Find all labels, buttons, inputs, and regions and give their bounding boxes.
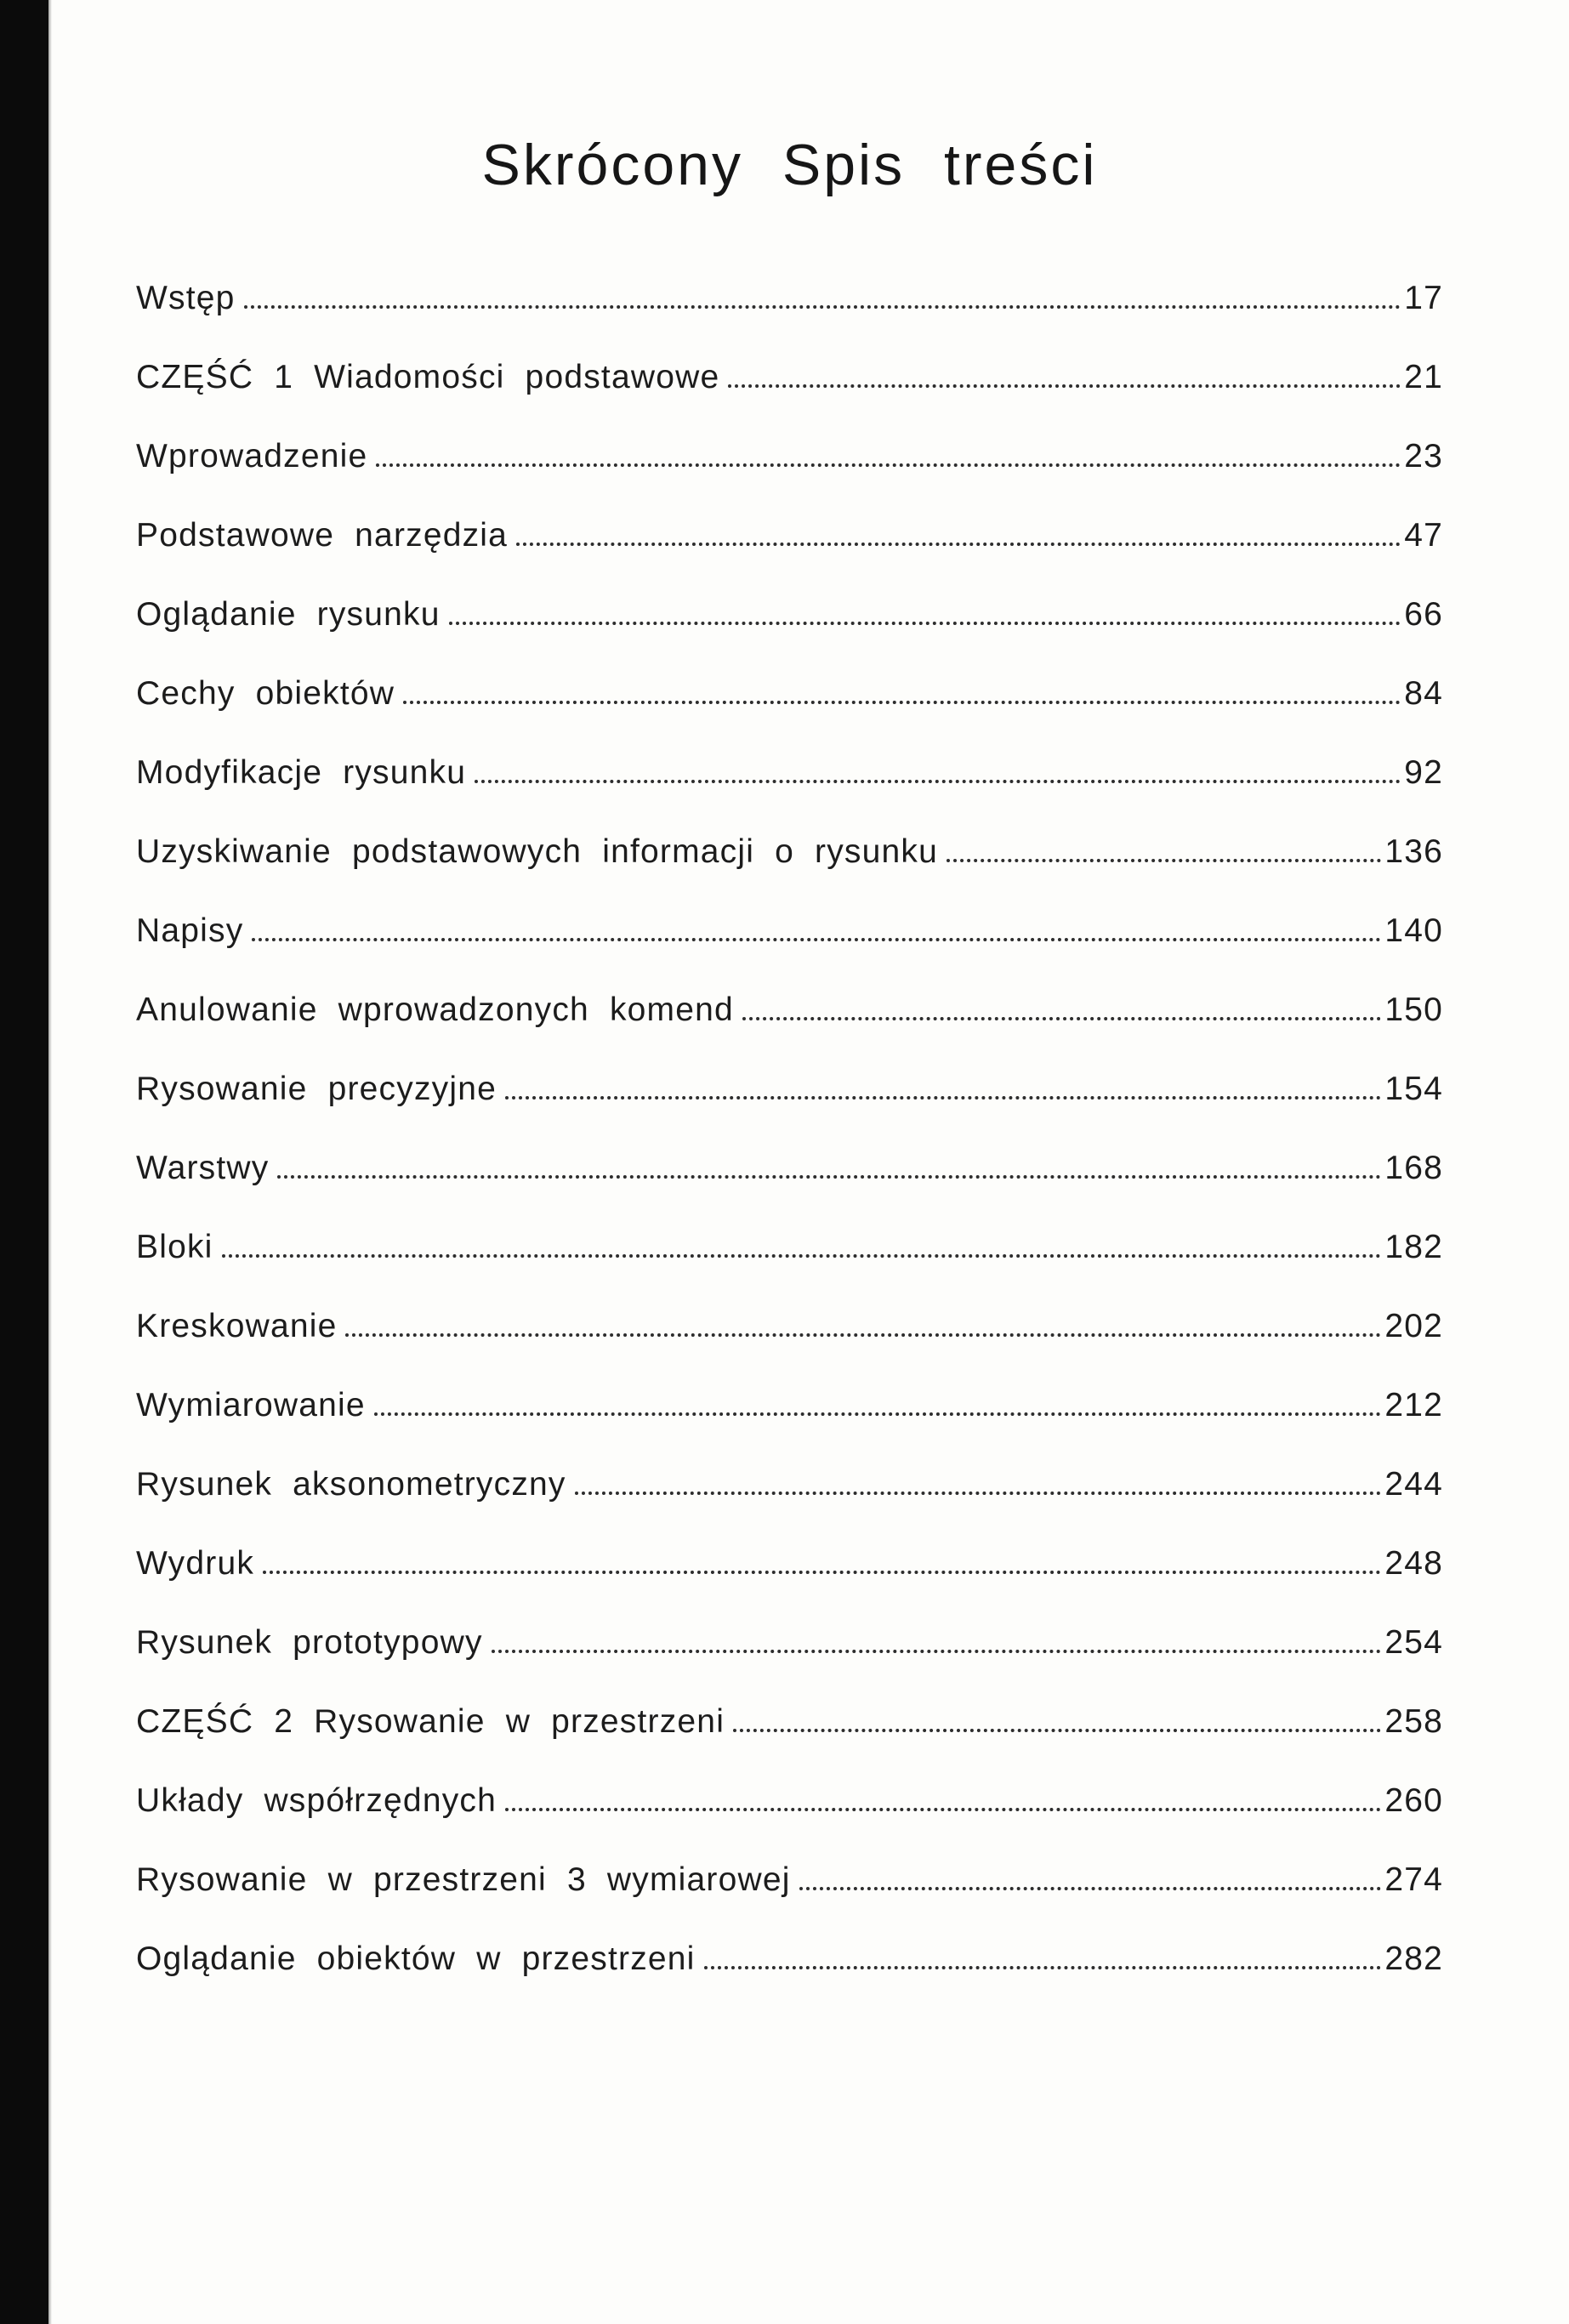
toc-list bbox=[136, 281, 1443, 1976]
toc-entry bbox=[136, 1151, 1443, 1185]
toc-entry-label: Wstęp bbox=[136, 280, 236, 316]
dot-leader bbox=[475, 780, 1401, 783]
toc-entry-page: 260 bbox=[1384, 1782, 1443, 1819]
toc-entry-page: 84 bbox=[1404, 675, 1443, 712]
dot-leader bbox=[252, 938, 1381, 941]
scan-artifact-bar bbox=[0, 0, 48, 2324]
toc-page bbox=[136, 132, 1443, 1976]
dot-leader bbox=[222, 1254, 1382, 1258]
toc-entry-label: Cechy obiektów bbox=[136, 675, 395, 712]
dot-leader bbox=[403, 701, 1401, 704]
toc-entry-page: 154 bbox=[1384, 1071, 1443, 1107]
toc-entry-label: Napisy bbox=[136, 912, 244, 949]
dot-leader bbox=[742, 1017, 1381, 1020]
toc-entry-page: 282 bbox=[1384, 1940, 1443, 1977]
toc-entry-page: 248 bbox=[1384, 1545, 1443, 1582]
toc-entry-page: 244 bbox=[1384, 1466, 1443, 1503]
toc-entry bbox=[136, 1863, 1443, 1897]
toc-entry-page: 182 bbox=[1384, 1229, 1443, 1265]
dot-leader bbox=[244, 305, 1401, 309]
toc-entry bbox=[136, 519, 1443, 553]
toc-entry-page: 66 bbox=[1404, 596, 1443, 633]
dot-leader bbox=[516, 543, 1401, 546]
dot-leader bbox=[575, 1492, 1382, 1495]
toc-entry bbox=[136, 1547, 1443, 1581]
toc-entry-page: 212 bbox=[1384, 1387, 1443, 1423]
dot-leader bbox=[947, 859, 1381, 862]
toc-entry bbox=[136, 1784, 1443, 1818]
toc-entry bbox=[136, 1072, 1443, 1106]
toc-entry-label: Rysowanie precyzyjne bbox=[136, 1071, 497, 1107]
toc-entry-label: Anulowanie wprowadzonych komend bbox=[136, 992, 734, 1028]
toc-entry-label: Rysunek prototypowy bbox=[136, 1624, 483, 1661]
toc-entry bbox=[136, 1468, 1443, 1502]
dot-leader bbox=[449, 622, 1401, 625]
toc-entry-page: 150 bbox=[1384, 992, 1443, 1028]
toc-entry-page: 92 bbox=[1404, 754, 1443, 791]
toc-entry-page: 140 bbox=[1384, 912, 1443, 949]
toc-entry bbox=[136, 1230, 1443, 1264]
dot-leader bbox=[263, 1571, 1381, 1574]
toc-entry-label: Wymiarowanie bbox=[136, 1387, 366, 1423]
toc-entry bbox=[136, 756, 1443, 790]
toc-entry-page: 47 bbox=[1404, 517, 1443, 554]
toc-entry-page: 258 bbox=[1384, 1703, 1443, 1740]
dot-leader bbox=[728, 384, 1401, 388]
toc-entry bbox=[136, 440, 1443, 474]
toc-entry-page: 254 bbox=[1384, 1624, 1443, 1661]
toc-entry-label: Układy współrzędnych bbox=[136, 1782, 497, 1819]
toc-entry-page: 168 bbox=[1384, 1150, 1443, 1186]
toc-entry bbox=[136, 1705, 1443, 1739]
toc-entry-label: Rysunek aksonometryczny bbox=[136, 1466, 566, 1503]
toc-entry bbox=[136, 914, 1443, 948]
toc-entry-label: Modyfikacje rysunku bbox=[136, 754, 467, 791]
toc-entry-page: 274 bbox=[1384, 1861, 1443, 1898]
dot-leader bbox=[374, 1412, 1382, 1416]
toc-entry-label: Rysowanie w przestrzeni 3 wymiarowej bbox=[136, 1861, 791, 1898]
toc-entry bbox=[136, 993, 1443, 1027]
toc-entry-label: Oglądanie rysunku bbox=[136, 596, 441, 633]
dot-leader bbox=[505, 1096, 1381, 1099]
dot-leader bbox=[376, 463, 1401, 467]
toc-entry-label: Wydruk bbox=[136, 1545, 255, 1582]
toc-entry bbox=[136, 1626, 1443, 1660]
dot-leader bbox=[799, 1887, 1382, 1890]
toc-entry-label: Podstawowe narzędzia bbox=[136, 517, 509, 554]
toc-entry-label: Oglądanie obiektów w przestrzeni bbox=[136, 1940, 696, 1977]
toc-entry-page: 136 bbox=[1384, 833, 1443, 870]
dot-leader bbox=[345, 1333, 1381, 1337]
toc-entry-label: Warstwy bbox=[136, 1150, 270, 1186]
toc-entry bbox=[136, 361, 1443, 395]
toc-entry bbox=[136, 1389, 1443, 1423]
toc-entry-label: CZĘŚĆ 1 Wiadomości podstawowe bbox=[136, 359, 720, 395]
toc-entry bbox=[136, 598, 1443, 632]
dot-leader bbox=[733, 1729, 1381, 1732]
page-title: Skrócony Spis treści bbox=[481, 133, 1098, 197]
toc-entry-label: Bloki bbox=[136, 1229, 213, 1265]
dot-leader bbox=[492, 1650, 1382, 1653]
toc-entry-page: 202 bbox=[1384, 1308, 1443, 1344]
dot-leader bbox=[704, 1966, 1382, 1969]
dot-leader bbox=[505, 1808, 1381, 1811]
toc-entry-label: Kreskowanie bbox=[136, 1308, 338, 1344]
toc-entry bbox=[136, 1310, 1443, 1344]
toc-entry bbox=[136, 281, 1443, 315]
dot-leader bbox=[277, 1175, 1381, 1179]
toc-entry-label: Uzyskiwanie podstawowych informacji o rysunku bbox=[136, 833, 938, 870]
toc-entry bbox=[136, 1942, 1443, 1976]
toc-entry-label: CZĘŚĆ 2 Rysowanie w przestrzeni bbox=[136, 1703, 725, 1740]
toc-entry-page: 23 bbox=[1404, 438, 1443, 474]
toc-entry-label: Wprowadzenie bbox=[136, 438, 368, 474]
toc-entry bbox=[136, 835, 1443, 869]
toc-entry bbox=[136, 677, 1443, 711]
toc-entry-page: 21 bbox=[1404, 359, 1443, 395]
toc-entry-page: 17 bbox=[1404, 280, 1443, 316]
